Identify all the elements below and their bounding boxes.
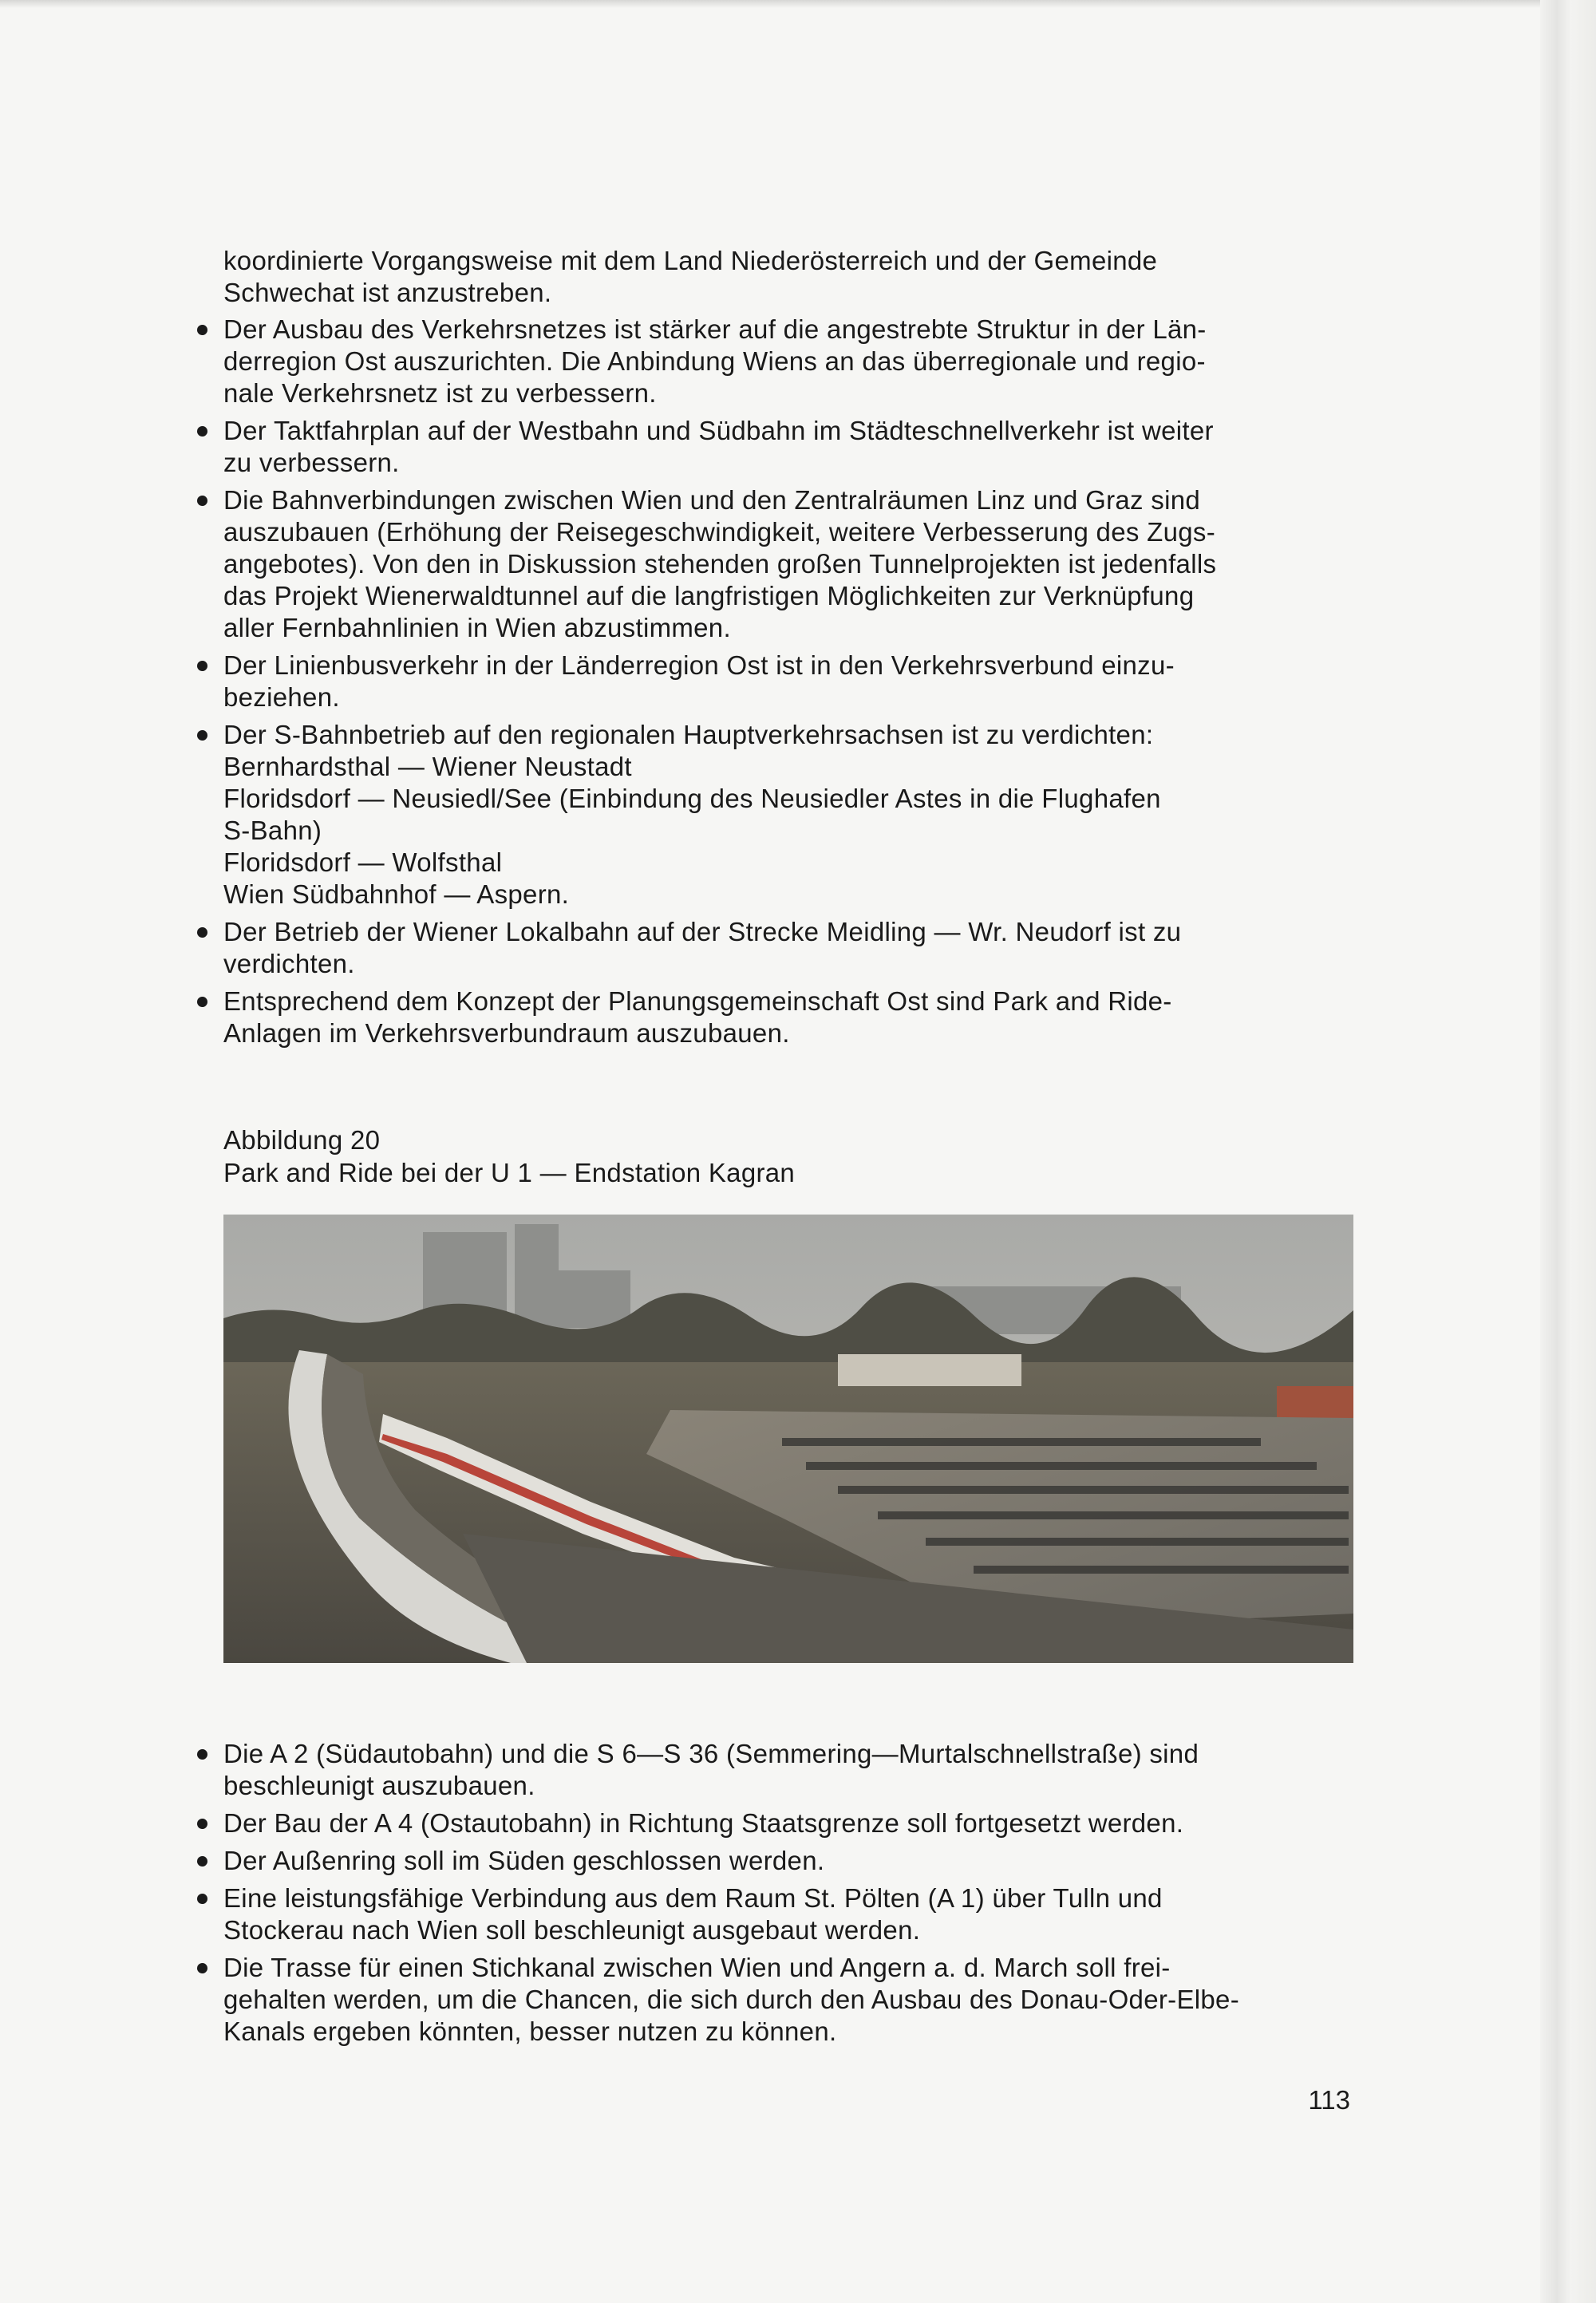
bullet-dot-icon	[197, 325, 207, 335]
bullet-line: Der Außenring soll im Süden geschlossen werden.	[223, 1846, 825, 1875]
bottom-text-block	[223, 1738, 1353, 2053]
bullet-line: Der S-Bahnbetrieb auf den regionalen Hauptverkehrsachsen ist zu verdichten:	[223, 720, 1154, 749]
figure-title: Park and Ride bei der U 1 — Endstation Kagran	[223, 1158, 796, 1187]
page-top-edge	[0, 0, 1596, 8]
bullet-item	[223, 484, 1353, 644]
figure-caption	[223, 1124, 795, 1189]
bullet-line: Der Ausbau des Verkehrsnetzes ist stärker auf die angestrebte Struktur in der Län-	[223, 314, 1207, 344]
building	[838, 1354, 1021, 1386]
bullet-dot-icon	[197, 426, 207, 437]
bullet-line: Die Bahnverbindungen zwischen Wien und den Zentralräumen Linz und Graz sind	[223, 485, 1201, 515]
bullet-line: Der Linienbusverkehr in der Länderregion Ost ist in den Verkehrsverbund einzu-	[223, 650, 1175, 680]
bullet-dot-icon	[197, 997, 207, 1007]
bullet-line: Kanals ergeben könnten, besser nutzen zu können.	[223, 2017, 837, 2046]
bullet-line: angebotes). Von den in Diskussion stehenden großen Tunnelprojekten ist jedenfalls	[223, 549, 1217, 579]
bullet-line: derregion Ost auszurichten. Die Anbindung Wiens an das überregionale und regio-	[223, 346, 1206, 376]
intro-line: Schwechat ist anzustreben.	[223, 278, 552, 307]
bullet-line: Der Bau der A 4 (Ostautobahn) in Richtung Staatsgrenze soll fortgesetzt werden.	[223, 1808, 1184, 1838]
bullet-item	[223, 650, 1353, 713]
bullet-line: Entsprechend dem Konzept der Planungsgemeinschaft Ost sind Park and Ride-	[223, 986, 1172, 1016]
bullet-line: Eine leistungsfähige Verbindung aus dem Raum St. Pölten (A 1) über Tulln und	[223, 1883, 1163, 1913]
bullet-line: S-Bahn)	[223, 816, 322, 845]
bullet-dot-icon	[197, 1856, 207, 1866]
bullet-dot-icon	[197, 1963, 207, 1973]
bullet-dot-icon	[197, 496, 207, 506]
page-binding-edge	[1540, 0, 1596, 2303]
bullet-item	[223, 986, 1353, 1049]
bullet-item	[223, 1845, 1353, 1877]
bullet-item	[223, 415, 1353, 479]
bullet-dot-icon	[197, 1749, 207, 1760]
bullet-line: verdichten.	[223, 949, 355, 978]
bullet-line: Wien Südbahnhof — Aspern.	[223, 879, 570, 909]
bullet-dot-icon	[197, 927, 207, 938]
intro-line: koordinierte Vorgangsweise mit dem Land Niederösterreich und der Gemeinde	[223, 246, 1158, 275]
bullet-line: nale Verkehrsnetz ist zu verbessern.	[223, 378, 657, 408]
bullet-line: beziehen.	[223, 682, 340, 712]
park-and-ride-photo	[223, 1215, 1353, 1663]
bullet-line: beschleunigt auszubauen.	[223, 1771, 535, 1800]
bullet-dot-icon	[197, 661, 207, 671]
bullet-line: Die Trasse für einen Stichkanal zwischen Wien und Angern a. d. March soll frei-	[223, 1953, 1171, 1982]
bullet-line: gehalten werden, um die Chancen, die sich durch den Ausbau des Donau-Oder-Elbe-	[223, 1985, 1239, 2014]
bullet-line: das Projekt Wienerwaldtunnel auf die langfristigen Möglichkeiten zur Verknüpfung	[223, 581, 1195, 610]
bullet-line: Der Taktfahrplan auf der Westbahn und Südbahn im Städteschnellverkehr ist weiter	[223, 416, 1214, 445]
bullet-dot-icon	[197, 1819, 207, 1829]
figure-label: Abbildung 20	[223, 1125, 381, 1155]
bullet-line: zu verbessern.	[223, 448, 400, 477]
bullet-item	[223, 1882, 1353, 1946]
page-number: 113	[1308, 2085, 1350, 2115]
bullet-line: aller Fernbahnlinien in Wien abzustimmen.	[223, 613, 731, 642]
bullet-line: Floridsdorf — Wolfsthal	[223, 847, 503, 877]
bullet-line: Die A 2 (Südautobahn) und die S 6—S 36 (Semmering—Murtalschnellstraße) sind	[223, 1739, 1199, 1768]
bullet-line: Stockerau nach Wien soll beschleunigt ausgebaut werden.	[223, 1915, 921, 1945]
bullet-item	[223, 1807, 1353, 1839]
bullet-line: Anlagen im Verkehrsverbundraum auszubauen.	[223, 1018, 790, 1048]
top-text-block	[223, 245, 1353, 1055]
bullet-item	[223, 719, 1353, 911]
bullet-item	[223, 1952, 1353, 2048]
bullet-dot-icon	[197, 1894, 207, 1904]
bullet-line: Floridsdorf — Neusiedl/See (Einbindung des Neusiedler Astes in die Flughafen	[223, 784, 1161, 813]
bullet-item	[223, 916, 1353, 980]
intro-paragraph	[223, 245, 1353, 309]
bullet-list-top	[223, 314, 1353, 1049]
bullet-item	[223, 1738, 1353, 1802]
bullet-dot-icon	[197, 730, 207, 741]
bullet-item	[223, 314, 1353, 409]
bullet-line: auszubauen (Erhöhung der Reisegeschwindigkeit, weitere Verbesserung des Zugs-	[223, 517, 1215, 547]
bullet-line: Der Betrieb der Wiener Lokalbahn auf der Strecke Meidling — Wr. Neudorf ist zu	[223, 917, 1182, 946]
bullet-list-bottom	[223, 1738, 1353, 2048]
bullet-line: Bernhardsthal — Wiener Neustadt	[223, 752, 632, 781]
